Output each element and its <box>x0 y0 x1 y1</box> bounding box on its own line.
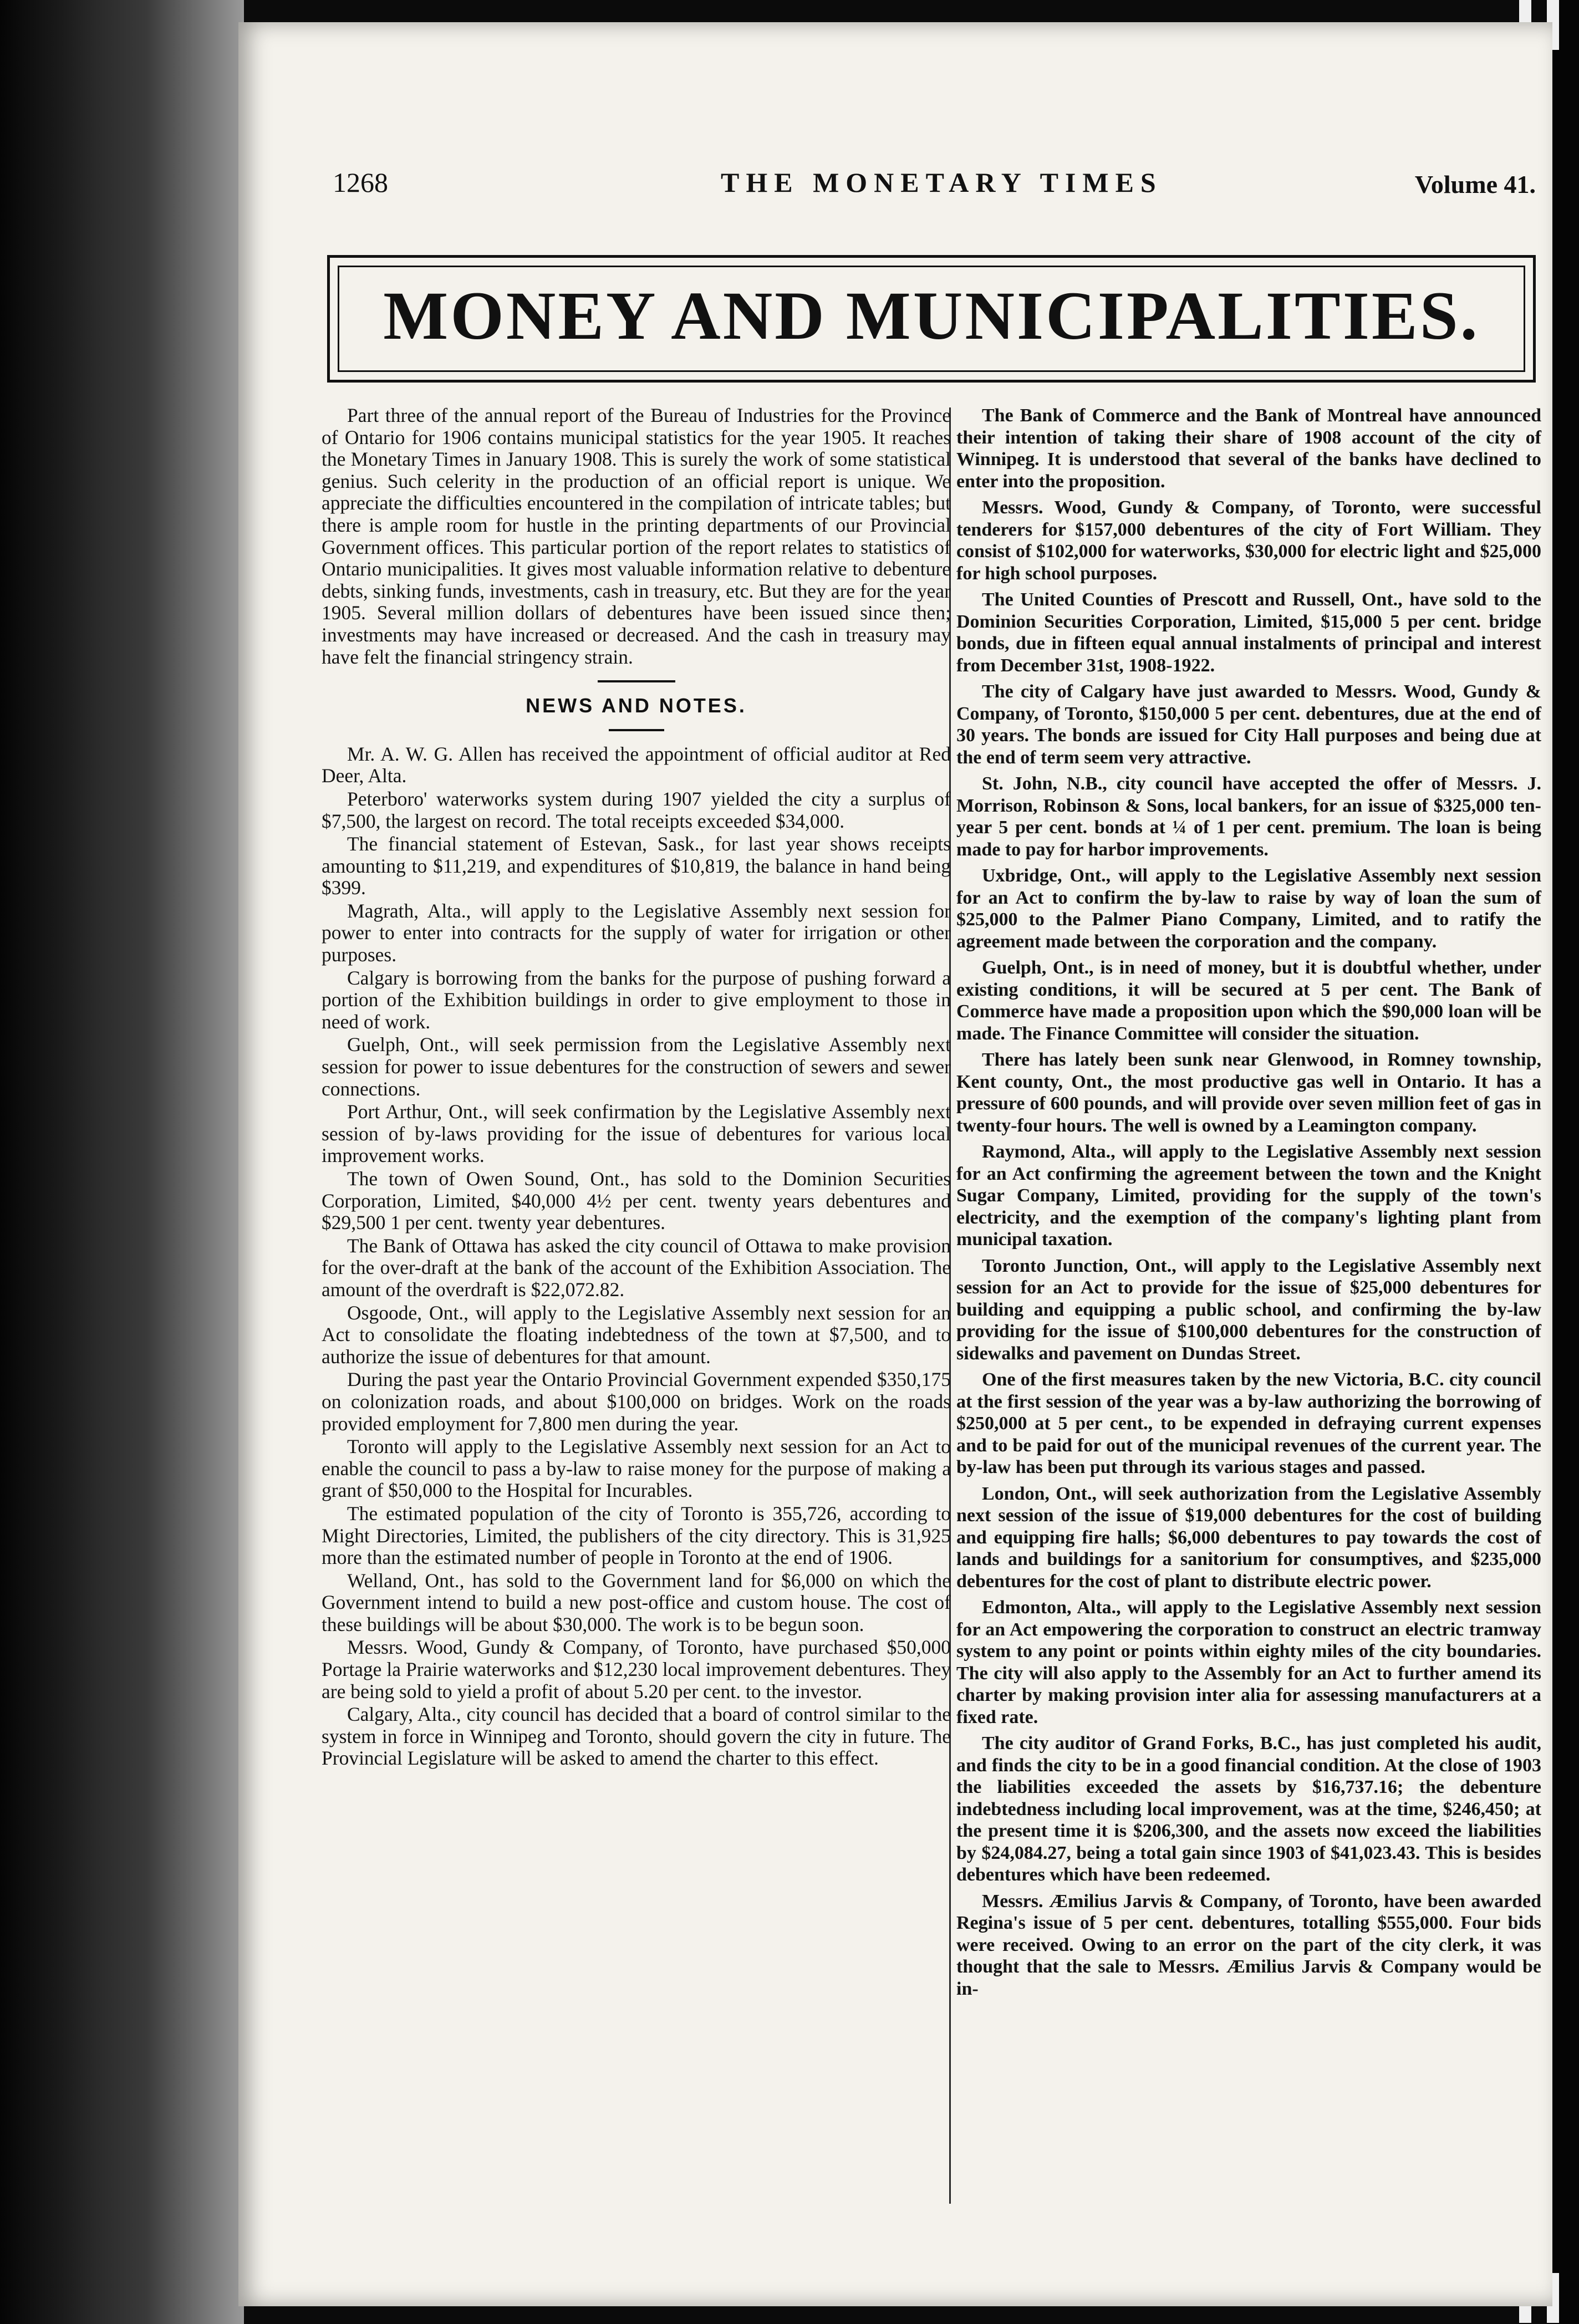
news-item: One of the first measures taken by the new Victoria, B.C. city council at the first session of the year was a by-law authorizing the borrowing of $250,000 at 5 per cent., to be expended in defraying current expenses and to be paid for out of the municipal revenues of the current year. The by-law has been put through its various stages and passed. <box>956 1369 1541 1477</box>
section-rule <box>609 729 664 731</box>
news-item: The estimated population of the city of Toronto is 355,726, according to Might Directories, Limited, the publishers of the city directory. This is 31,925 more than the estimated number of people in Toronto at the end of 1906. <box>322 1502 951 1569</box>
news-item: Toronto Junction, Ont., will apply to the Legislative Assembly next session for an Act to provide for the issue of $25,000 debentures for building and equipping a public school, and confirming the by-law providing for the issue of $100,000 debentures for the construction of sidewalks and pavement on Dundas Street. <box>956 1255 1541 1364</box>
page-number: 1268 <box>333 167 388 198</box>
section-title-box <box>327 255 1536 383</box>
news-item: Uxbridge, Ont., will apply to the Legislative Assembly next session for an Act to confirm the by-law to raise by way of loan the sum of $25,000 to the Palmer Piano Company, Limited, and to ratify the agreement made between the corporation and the company. <box>956 865 1541 952</box>
volume-label: Volume 41. <box>1414 170 1536 198</box>
news-item: There has lately been sunk near Glenwood, in Romney township, Kent county, Ont., the most productive gas well in Ontario. It has a pressure of 600 pounds, and will provide over seven million feet of gas in twenty-four hours. The well is owned by a Leamington company. <box>956 1049 1541 1136</box>
section-title: MONEY AND MUNICIPALITIES. <box>383 278 1480 354</box>
news-item: Messrs. Wood, Gundy & Company, of Toronto, were successful tenderers for $157,000 debentures of the city of Fort William. They consist of $102,000 for waterworks, $30,000 for electric light and $25,000 for high school purposes. <box>956 497 1541 584</box>
section-rule <box>598 680 675 682</box>
news-item: London, Ont., will seek authorization from the Legislative Assembly next session of the issue of $19,000 debentures for the cost of building and equipping fire halls; $6,000 debentures to pay towards the cost of lands and buildings for a sanitorium for consumptives, and $235,000 debentures for the cost of plant to distribute electric power. <box>956 1483 1541 1592</box>
news-item: The city of Calgary have just awarded to Messrs. Wood, Gundy & Company, of Toronto, $150,000 5 per cent. debentures, due at the end of 30 years. The bonds are issued for City Hall purposes and being due at the end of term seem very attractive. <box>956 681 1541 768</box>
news-item: The city auditor of Grand Forks, B.C., has just completed his audit, and finds the city to be in a good financial condition. At the close of 1903 the liabilities exceeded the assets by $16,737.16; the debenture indebtedness including local improvement, was at the time, $246,450; at the present time it is $206,300, and the assets now exceed the liabilities by $24,084.27, being a total gain since 1903 of $41,023.43. This is besides debentures which have been redeemed. <box>956 1733 1541 1885</box>
left-column <box>322 405 951 1771</box>
page-header <box>333 166 1536 200</box>
intro-paragraph: Part three of the annual report of the Bureau of Industries for the Province of Ontario for 1906 contains municipal statistics for the year 1905. It reaches the Monetary Times in January 1908. This is surely the work of some statistical genius. Such celerity in the production of an official report is unique. We appreciate the difficulties encountered in the compilation of intricate tables; but there is ample room for hustle in the printing departments of our Provincial Government offices. This particular portion of the report relates to statistics of Ontario municipalities. It gives most valuable information relative to debenture debts, sinking funds, investments, cash in treasury, etc. But they are for the year 1905. Several million dollars of debentures have been issued since then; investments may have increased or decreased. And the cash in treasury may have felt the financial stringency strain. <box>322 404 951 668</box>
news-item: Magrath, Alta., will apply to the Legislative Assembly next session for power to enter into contracts for the supply of water for irrigation or other purposes. <box>322 899 951 966</box>
scanner-left-margin <box>0 0 244 2324</box>
right-column <box>956 405 1541 2004</box>
news-item: Messrs. Æmilius Jarvis & Company, of Toronto, have been awarded Regina's issue of 5 per cent. debentures, totalling $555,000. Four bids were received. Owing to an error on the part of the city clerk, it was thought that the sale to Messrs. Æmilius Jarvis & Company would be in- <box>956 1890 1541 1999</box>
news-item: Messrs. Wood, Gundy & Company, of Toronto, have purchased $50,000 Portage la Prairie waterworks and $12,230 local improvement debentures. They are being sold to yield a profit of about 5.20 per cent. to the investor. <box>322 1636 951 1703</box>
news-item: Port Arthur, Ont., will seek confirmation by the Legislative Assembly next session of by-laws providing for the issue of debentures for various local improvement works. <box>322 1100 951 1167</box>
news-item: Calgary, Alta., city council has decided that a board of control similar to the system in force in Winnipeg and Toronto, should govern the city in future. The Provincial Legislature will be asked to amend the charter to this effect. <box>322 1703 951 1770</box>
news-item: St. John, N.B., city council have accepted the offer of Messrs. J. Morrison, Robinson & Sons, local bankers, for an issue of $325,000 ten-year 5 per cent. bonds at ¼ of 1 per cent. premium. The loan is being made to pay for harbor improvements. <box>956 773 1541 860</box>
news-item: Toronto will apply to the Legislative Assembly next session for an Act to enable the council to pass a by-law to raise money for the purpose of making a grant of $50,000 to the Hospital for Incurables. <box>322 1435 951 1502</box>
news-item: The Bank of Commerce and the Bank of Montreal have announced their intention of taking their share of 1908 account of the city of Winnipeg. It is understood that several of the banks have declined to enter into the proposition. <box>956 405 1541 492</box>
news-item: Guelph, Ont., will seek permission from the Legislative Assembly next session for power to issue debentures for the construction of sewers and sewer connections. <box>322 1033 951 1100</box>
news-item: During the past year the Ontario Provincial Government expended $350,175 on colonization roads, and about $100,000 on bridges. Work on the roads provided employment for 7,800 men during the year. <box>322 1368 951 1435</box>
news-heading: NEWS AND NOTES. <box>526 694 747 717</box>
news-item: Welland, Ont., has sold to the Government land for $6,000 on which the Government intend to build a new post-office and custom house. The cost of these buildings will be about $30,000. The work is to be begun soon. <box>322 1569 951 1635</box>
news-item: Guelph, Ont., is in need of money, but it is doubtful whether, under existing conditions, it will be secured at 5 per cent. The Bank of Commerce have made a proposition upon which the $90,000 loan will be made. The Finance Committee will consider the situation. <box>956 957 1541 1044</box>
news-items-left <box>322 743 951 1770</box>
news-item: Osgoode, Ont., will apply to the Legislative Assembly next session for an Act to consolidate the floating indebtedness of the town at $7,500, and to authorize the issue of debentures for that amount. <box>322 1301 951 1368</box>
running-title: THE MONETARY TIMES <box>721 167 1163 198</box>
news-item: Peterboro' waterworks system during 1907 yielded the city a surplus of $7,500, the largest on record. The total receipts exceeded $34,000. <box>322 787 951 832</box>
news-item: The United Counties of Prescott and Russell, Ont., have sold to the Dominion Securities Corporation, Limited, $15,000 5 per cent. bridge bonds, due in fifteen equal annual instalments of principal and interest from December 31st, 1908-1922. <box>956 589 1541 676</box>
editorial-intro <box>322 405 951 668</box>
news-item: Mr. A. W. G. Allen has received the appointment of official auditor at Red Deer, Alta. <box>322 742 951 787</box>
news-item: Raymond, Alta., will apply to the Legislative Assembly next session for an Act confirming the agreement between the town and the Knight Sugar Company, Limited, providing for the supply of the town's electricity, and the exemption of the company's lighting plant from municipal taxation. <box>956 1141 1541 1250</box>
news-item: Edmonton, Alta., will apply to the Legislative Assembly next session for an Act empowering the corporation to construct an electric tramway system to any point or points within eighty miles of the city boundaries. The city will also apply to the Assembly for an Act to further amend its charter by making provision inter alia for assessing manufacturers at a fixed rate. <box>956 1597 1541 1727</box>
news-item: The town of Owen Sound, Ont., has sold to the Dominion Securities Corporation, Limited, $40,000 4½ per cent. twenty years debentures and $29,500 1 per cent. twenty year debentures. <box>322 1168 951 1234</box>
news-item: The Bank of Ottawa has asked the city council of Ottawa to make provision for the over-draft at the bank of the account of the Exhibition Association. The amount of the overdraft is $22,072.82. <box>322 1234 951 1301</box>
news-item: Calgary is borrowing from the banks for the purpose of pushing forward a portion of the Exhibition buildings in order to give employment to those in need of work. <box>322 966 951 1033</box>
news-item: The financial statement of Estevan, Sask., for last year shows receipts amounting to $11,219, and expenditures of $10,819, the balance in hand being $399. <box>322 833 951 899</box>
